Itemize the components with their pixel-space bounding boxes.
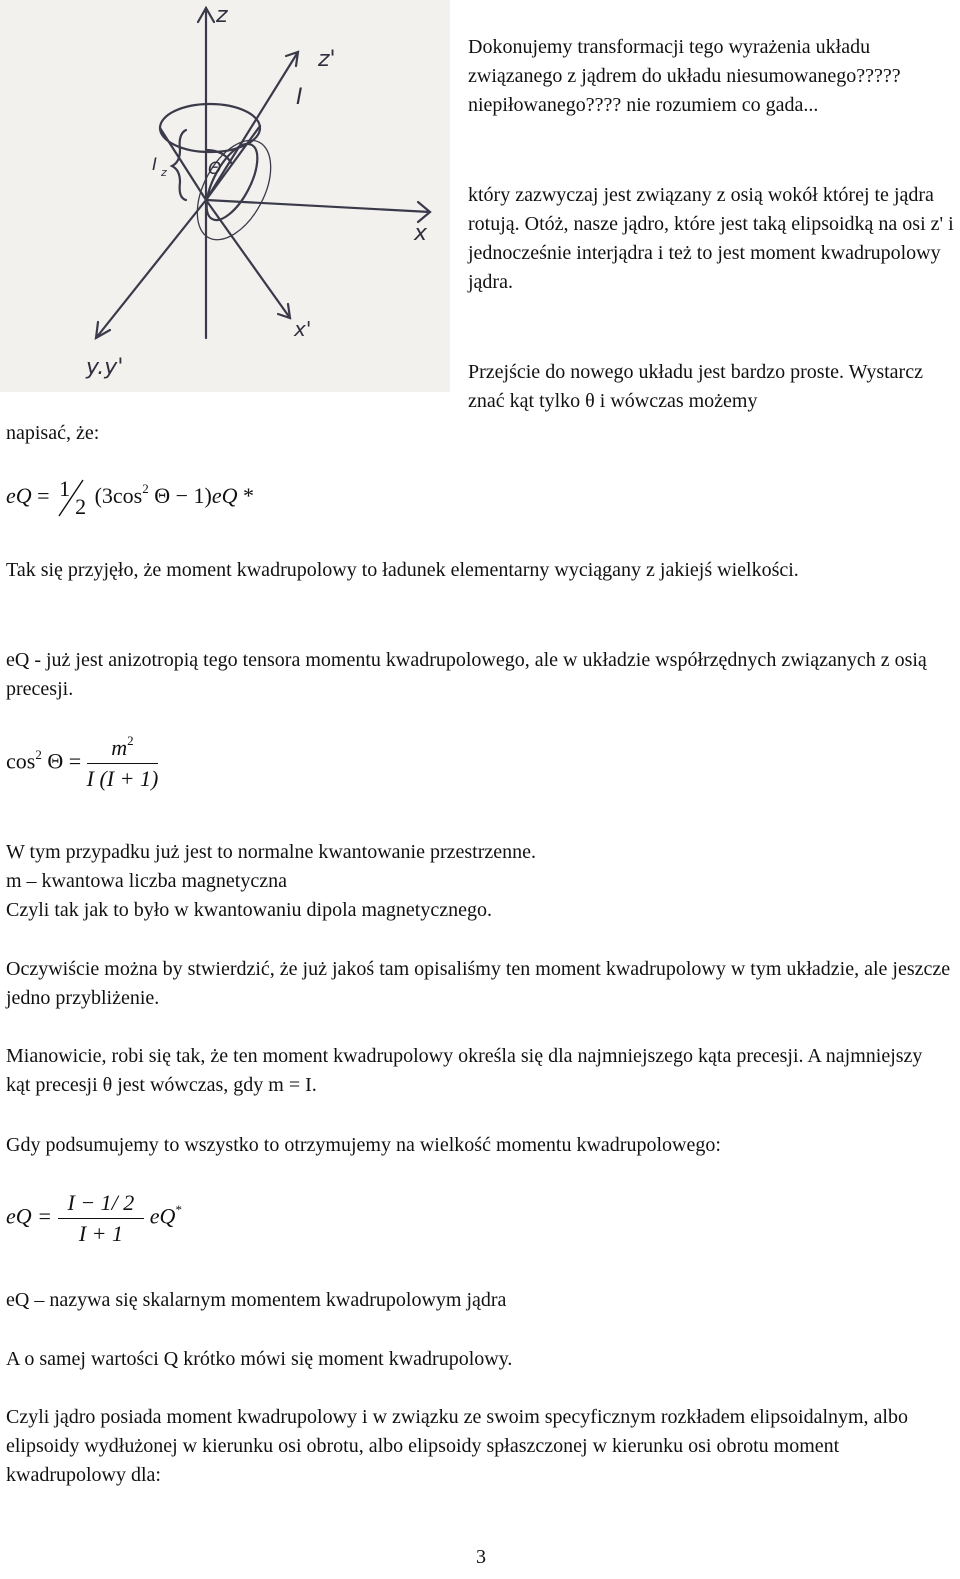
right-paragraph-2: który zazwyczaj jest związany z osią wokół której te jądra rotują. Otóż, nasze jądro, które jest taką elipsoidką na osi z' i jednocześnie interjądra i też to jest moment kwadrupolowy jądra. <box>468 184 954 293</box>
label-x: x <box>414 221 428 246</box>
paragraph-3a: W tym przypadku już jest to normalne kwantowanie przestrzenne. <box>6 841 537 863</box>
eq2-fraction <box>87 735 159 792</box>
eq1-eqQ: eQ <box>211 483 238 509</box>
label-z: z <box>216 3 228 28</box>
eq2-num-m: m <box>111 735 128 760</box>
eq3-eqQ: eQ <box>149 1203 176 1229</box>
equation-1 <box>6 478 254 518</box>
label-Iz-sub: z <box>161 166 167 179</box>
label-Iz: I <box>152 155 158 175</box>
eq3-lhs: eQ = <box>6 1203 52 1229</box>
eq3-star: * <box>175 1201 182 1217</box>
label-theta: Θ <box>208 159 222 179</box>
paragraph-3c: Czyli tak jak to było w kwantowaniu dipola magnetycznego. <box>6 899 492 921</box>
napisac-text: napisać, że: <box>6 422 100 444</box>
label-y: y.y' <box>86 355 124 380</box>
paragraph-8: A o samej wartości Q krótko mówi się moment kwadrupolowy. <box>6 1348 513 1370</box>
eq1-num: 1 <box>59 476 71 501</box>
label-x-prime: x' <box>294 317 312 341</box>
eq1-lhs: eQ <box>6 483 32 509</box>
eq1-star: * <box>243 483 255 509</box>
label-I: I <box>296 85 303 110</box>
page-number: 3 <box>476 1546 486 1568</box>
eq2-exp: 2 <box>35 746 42 762</box>
paragraph-2: eQ - już jest anizotropią tego tensora momentu kwadrupolowego, ale w układzie współrzędnych związanych z osią precesji. <box>6 649 927 700</box>
eq1-den: 2 <box>75 494 87 519</box>
eq3-num: I − 1/ 2 <box>58 1190 145 1219</box>
eq1-equals: = <box>37 483 50 509</box>
coordinate-sketch-image <box>0 0 450 392</box>
equation-3 <box>6 1190 182 1247</box>
paragraph-9: Czyli jądro posiada moment kwadrupolowy i w związku ze swoim specyficznym rozkładem elipsoidalnym, albo elipsoidy wydłużonej w kierunku osi obrotu, albo elipsoidy spłaszczonej w kierunku osi obrotu moment kwadrupolowy dla: <box>6 1406 908 1486</box>
paragraph-3b: m – kwantowa liczba magnetyczna <box>6 870 287 892</box>
right-paragraph-1: Dokonujemy transformacji tego wyrażenia układu związanego z jądrem do układu niesumowanego????? niepiłowanego???? nie rozumiem co gada... <box>468 36 901 116</box>
equation-2 <box>6 735 158 792</box>
eq2-cos: cos <box>6 748 36 774</box>
eq2-num-exp: 2 <box>127 733 134 748</box>
label-z-prime: z' <box>318 47 336 72</box>
paragraph-6: Gdy podsumujemy to wszystko to otrzymujemy na wielkość momentu kwadrupolowego: <box>6 1134 721 1156</box>
eq1-exp: 2 <box>142 481 149 497</box>
paragraph-7: eQ – nazywa się skalarnym momentem kwadrupolowym jądra <box>6 1289 507 1311</box>
eq2-theta: Θ = <box>47 748 82 774</box>
eq1-half <box>55 478 89 518</box>
paragraph-1: Tak się przyjęło, że moment kwadrupolowy to ładunek elementarny wyciągany z jakiejś wielkości. <box>6 559 799 581</box>
eq1-slash <box>55 478 89 518</box>
paragraph-5: Mianowicie, robi się tak, że ten moment kwadrupolowy określa się dla najmniejszego kąta precesji. A najmniejszy kąt precesji θ jest wówczas, gdy m = I. <box>6 1045 923 1096</box>
eq1-rest: − 1) <box>175 483 212 509</box>
right-paragraph-3: Przejście do nowego układu jest bardzo proste. Wystarcz znać kąt tylko θ i wówczas możemy <box>468 361 923 412</box>
eq3-den: I + 1 <box>78 1221 123 1246</box>
sketch-paper <box>0 0 450 392</box>
eq1-theta: Θ <box>154 483 171 509</box>
eq1-mid: (3cos <box>94 483 143 509</box>
eq3-fraction <box>58 1190 145 1247</box>
paragraph-4: Oczywiście można by stwierdzić, że już jakoś tam opisaliśmy ten moment kwadrupolowy w tym układzie, ale jeszcze jedno przybliżenie. <box>6 958 951 1009</box>
eq2-den: I (I + 1) <box>86 766 159 791</box>
